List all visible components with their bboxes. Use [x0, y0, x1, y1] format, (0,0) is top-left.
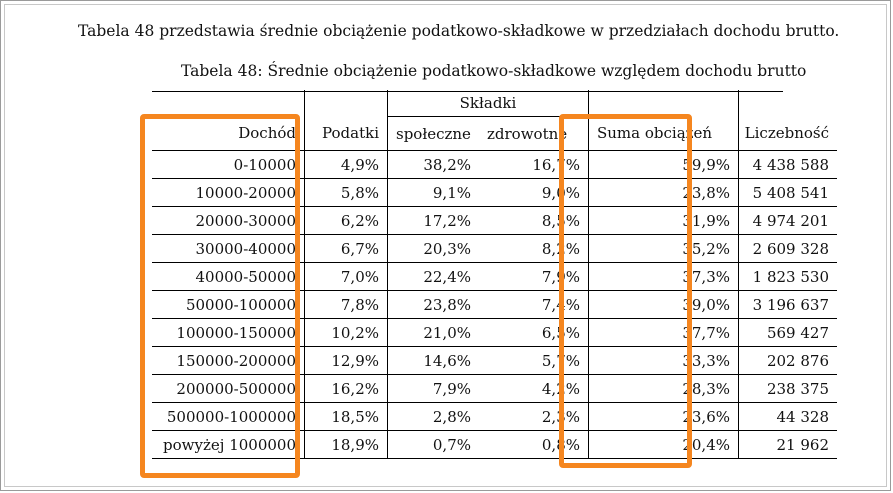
cell-licznosc: 202 876 [739, 347, 838, 375]
cell-licznosc: 569 427 [739, 319, 838, 347]
cell-dochod: 50000-100000 [152, 291, 305, 319]
cell-podatki: 7,8% [305, 291, 388, 319]
intro-paragraph: Tabela 48 przedstawia średnie obciążenie podatkowo-składkowe w przedziałach dochodu brutto. [78, 22, 840, 40]
cell-dochod: 100000-150000 [152, 319, 305, 347]
cell-spoleczne: 22,4% [388, 263, 480, 291]
cell-dochod: 30000-40000 [152, 235, 305, 263]
cell-dochod: 10000-20000 [152, 179, 305, 207]
header-licznosc: Liczebność [739, 117, 838, 151]
cell-zdrowotne: 6,5% [479, 319, 589, 347]
cell-suma: 37,3% [589, 263, 739, 291]
cell-zdrowotne: 8,5% [479, 207, 589, 235]
cell-dochod: 500000-1000000 [152, 403, 305, 431]
cell-suma: 35,2% [589, 235, 739, 263]
cell-suma: 39,0% [589, 291, 739, 319]
cell-zdrowotne: 7,4% [479, 291, 589, 319]
cell-zdrowotne: 5,7% [479, 347, 589, 375]
cell-dochod: powyżej 1000000 [152, 431, 305, 459]
cell-suma: 23,8% [589, 179, 739, 207]
cell-podatki: 12,9% [305, 347, 388, 375]
cell-spoleczne: 38,2% [388, 151, 480, 179]
header-suma: Suma obciążeń [589, 117, 739, 151]
cell-suma: 23,6% [589, 403, 739, 431]
cell-licznosc: 2 609 328 [739, 235, 838, 263]
cell-spoleczne: 9,1% [388, 179, 480, 207]
highlight-dochod-column [140, 114, 300, 478]
cell-zdrowotne: 9,0% [479, 179, 589, 207]
cell-zdrowotne: 16,7% [479, 151, 589, 179]
header-podatki: Podatki [305, 117, 388, 151]
table-caption: Tabela 48: Średnie obciążenie podatkowo-składkowe względem dochodu brutto [181, 62, 807, 80]
cell-spoleczne: 21,0% [388, 319, 480, 347]
cell-licznosc: 4 974 201 [739, 207, 838, 235]
cell-podatki: 18,9% [305, 431, 388, 459]
cell-spoleczne: 0,7% [388, 431, 480, 459]
cell-zdrowotne: 4,2% [479, 375, 589, 403]
cell-licznosc: 238 375 [739, 375, 838, 403]
cell-podatki: 10,2% [305, 319, 388, 347]
cell-suma: 31,9% [589, 207, 739, 235]
cell-podatki: 4,9% [305, 151, 388, 179]
cell-podatki: 6,7% [305, 235, 388, 263]
cell-dochod: 0-10000 [152, 151, 305, 179]
cell-dochod: 200000-500000 [152, 375, 305, 403]
cell-licznosc: 5 408 541 [739, 179, 838, 207]
cell-zdrowotne: 8,2% [479, 235, 589, 263]
cell-spoleczne: 14,6% [388, 347, 480, 375]
table-group-header-row [152, 90, 837, 117]
group-header-skladki: Składki [388, 90, 589, 117]
cell-spoleczne: 20,3% [388, 235, 480, 263]
highlight-suma-column [559, 114, 692, 468]
cell-podatki: 6,2% [305, 207, 388, 235]
cell-podatki: 16,2% [305, 375, 388, 403]
header-zdrowotne: zdrowotne [479, 117, 589, 151]
cell-dochod: 150000-200000 [152, 347, 305, 375]
header-dochod: Dochód [152, 117, 305, 151]
cell-licznosc: 1 823 530 [739, 263, 838, 291]
cell-licznosc: 3 196 637 [739, 291, 838, 319]
cell-spoleczne: 2,8% [388, 403, 480, 431]
cell-licznosc: 4 438 588 [739, 151, 838, 179]
cell-podatki: 18,5% [305, 403, 388, 431]
cell-suma: 20,4% [589, 431, 739, 459]
cell-suma: 28,3% [589, 375, 739, 403]
cell-dochod: 40000-50000 [152, 263, 305, 291]
cell-licznosc: 21 962 [739, 431, 838, 459]
cell-dochod: 20000-30000 [152, 207, 305, 235]
cell-zdrowotne: 7,9% [479, 263, 589, 291]
cell-licznosc: 44 328 [739, 403, 838, 431]
cell-spoleczne: 23,8% [388, 291, 480, 319]
cell-spoleczne: 7,9% [388, 375, 480, 403]
cell-suma: 59,9% [589, 151, 739, 179]
cell-spoleczne: 17,2% [388, 207, 480, 235]
header-spoleczne: społeczne [388, 117, 480, 151]
cell-podatki: 5,8% [305, 179, 388, 207]
cell-zdrowotne: 2,3% [479, 403, 589, 431]
cell-suma: 33,3% [589, 347, 739, 375]
cell-zdrowotne: 0,8% [479, 431, 589, 459]
cell-podatki: 7,0% [305, 263, 388, 291]
cell-suma: 37,7% [589, 319, 739, 347]
